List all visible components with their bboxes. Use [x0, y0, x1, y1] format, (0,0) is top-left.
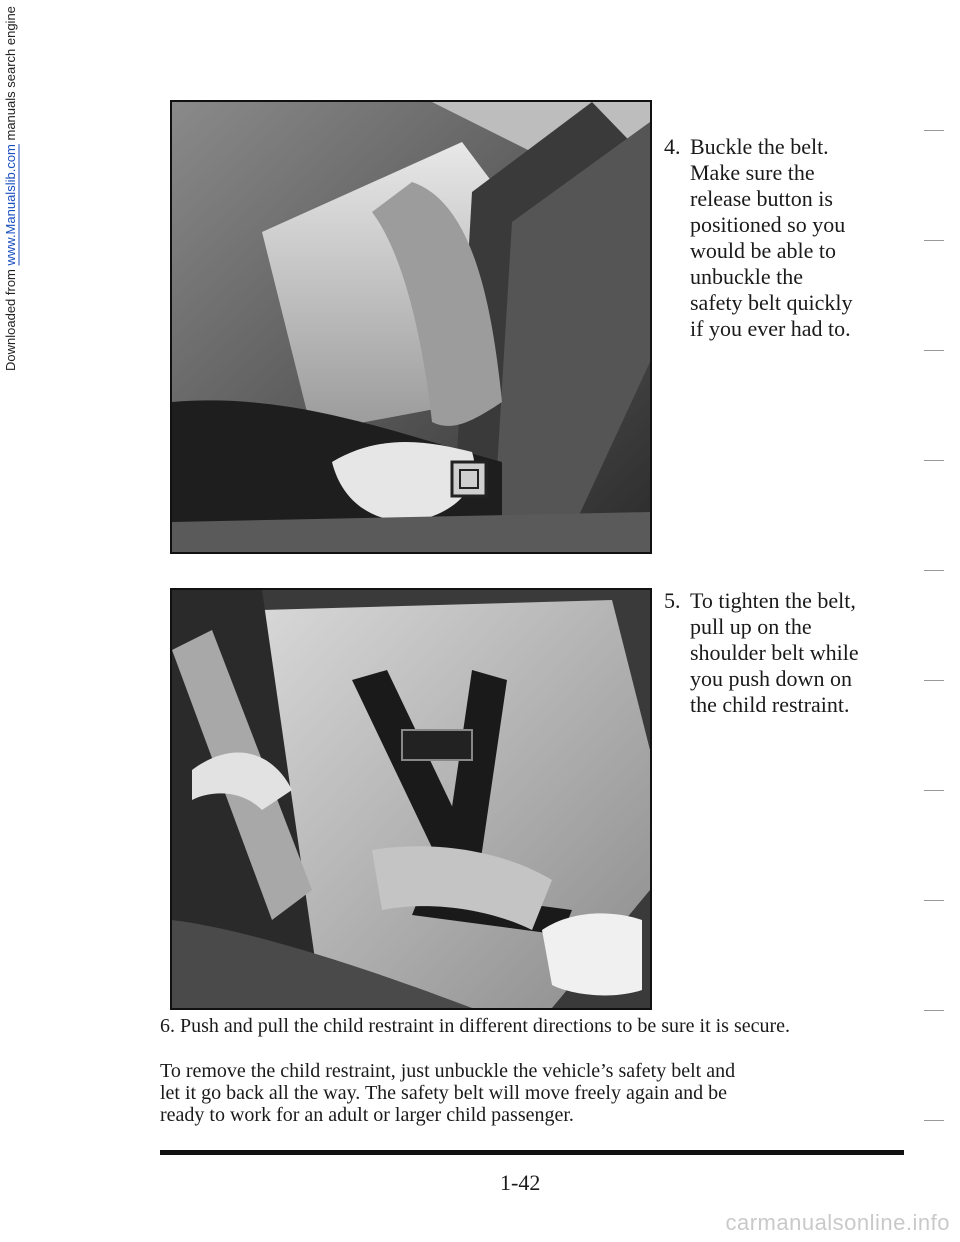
removal-paragraph [160, 1060, 920, 1126]
step-4-line: would be able to [690, 238, 837, 263]
step-4-text [690, 134, 904, 342]
watermark: carmanualsonline.info [725, 1210, 950, 1235]
step-4-line: Buckle the belt. [690, 134, 829, 159]
buckle-belt-photo [170, 100, 652, 554]
step-5 [664, 588, 904, 718]
step-6 [160, 1015, 920, 1037]
step-4-line: positioned so you [690, 212, 846, 237]
step-5-text [690, 588, 904, 718]
step-5-line: pull up on the [690, 614, 812, 639]
step-4-line: safety belt quickly [690, 290, 853, 315]
margin-marks [918, 130, 948, 1150]
manualslib-link[interactable]: www.Manualslib.com [3, 144, 18, 266]
step-4 [664, 134, 904, 342]
step-4-number: 4. [664, 134, 681, 159]
step-5-line: you push down on [690, 666, 852, 691]
step-5-line: To tighten the belt, [690, 588, 856, 613]
banner-prefix: Downloaded from [3, 265, 18, 371]
footer-rule [160, 1150, 904, 1155]
step-5-line: the child restraint. [690, 692, 850, 717]
step-4-line: release button is [690, 186, 833, 211]
child-restraint-illustration [172, 590, 650, 1008]
step-5-number: 5. [664, 588, 681, 613]
step-4-line: if you ever had to. [690, 316, 851, 341]
removal-line: let it go back all the way. The safety belt will move freely again and be [160, 1082, 728, 1104]
step-4-line: Make sure the [690, 160, 815, 185]
step-4-line: unbuckle the [690, 264, 804, 289]
step-6-text: Push and pull the child restraint in different directions to be sure it is secure. [180, 1015, 791, 1037]
step-5-line: shoulder belt while [690, 640, 859, 665]
tighten-belt-photo [170, 588, 652, 1010]
step-6-number: 6. [160, 1015, 175, 1037]
removal-line: ready to work for an adult or larger child passenger. [160, 1104, 574, 1126]
buckle-belt-illustration [172, 102, 650, 552]
banner-suffix: manuals search engine [3, 6, 18, 145]
removal-line: To remove the child restraint, just unbuckle the vehicle’s safety belt and [160, 1060, 736, 1082]
download-banner [2, 0, 18, 1242]
page-number: 1-42 [500, 1170, 541, 1195]
